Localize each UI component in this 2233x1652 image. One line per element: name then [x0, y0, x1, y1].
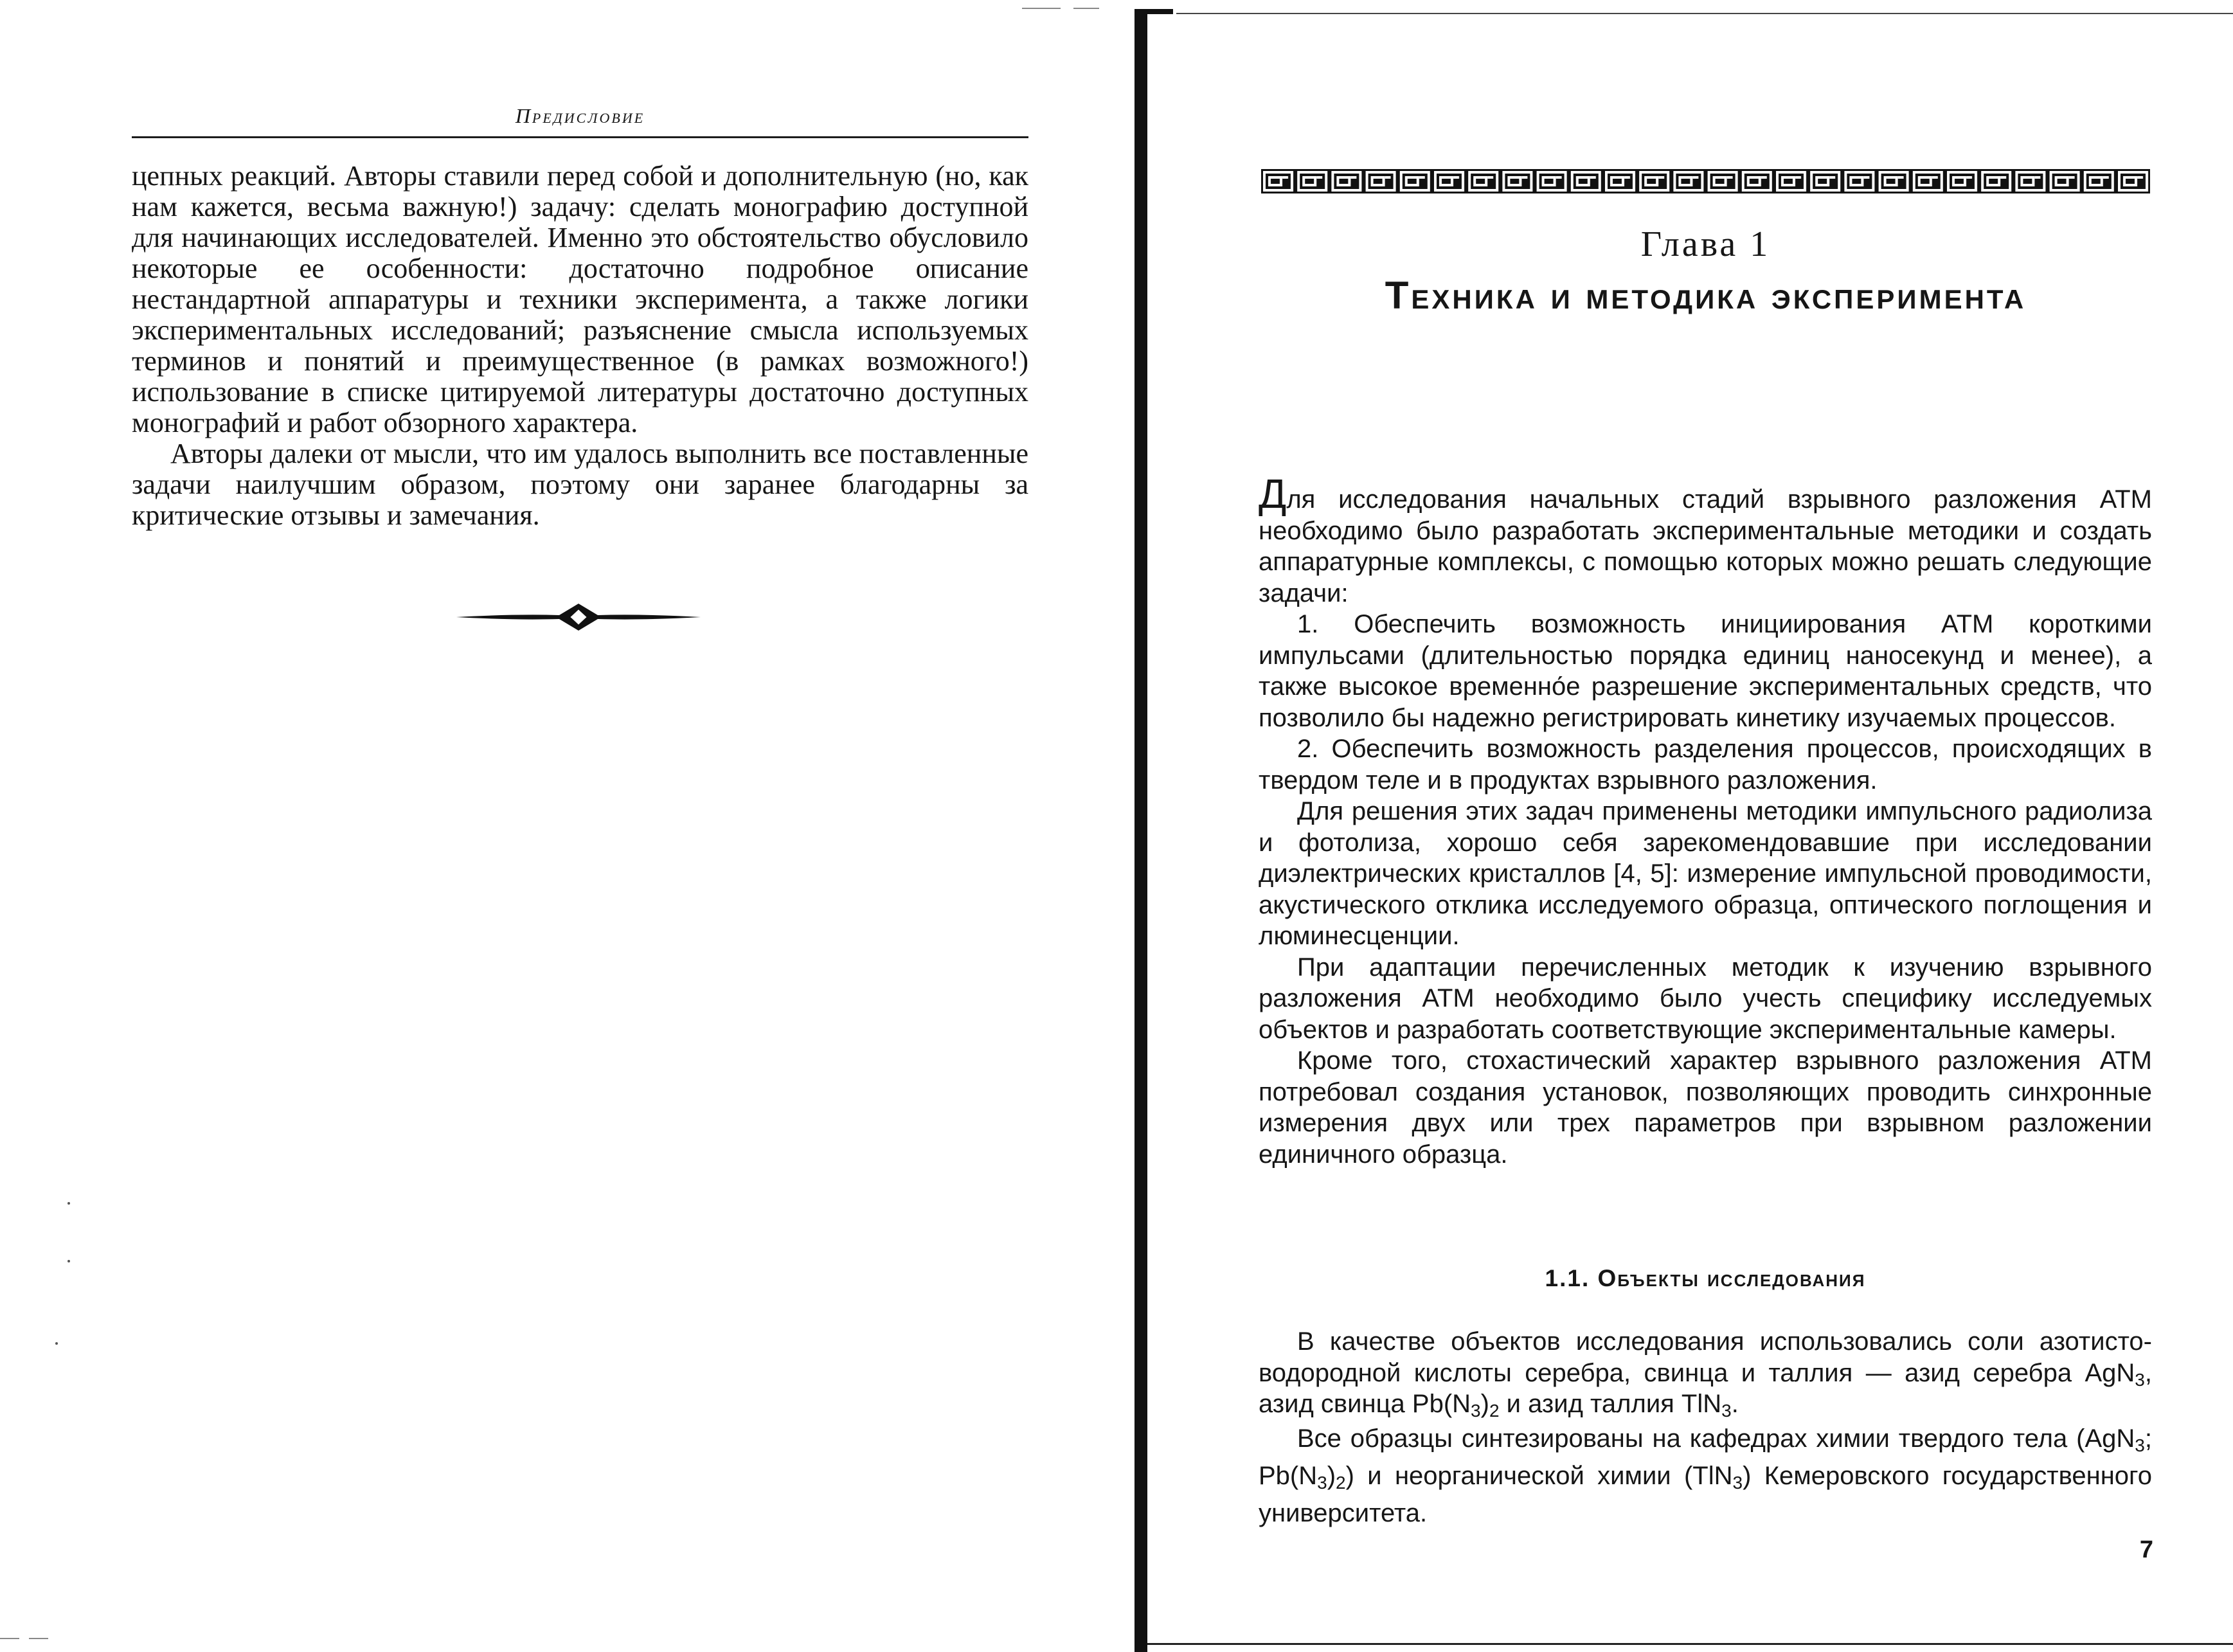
- scan-dash: [1073, 8, 1099, 9]
- chapter-title: Техника и методика эксперимента: [1385, 274, 2027, 317]
- header-rule: [132, 136, 1028, 138]
- end-ornament-icon: [450, 595, 707, 640]
- body-paragraph: 2. Обеспечить возможность разделения процессов, происходящих в твердом теле и в продуктах взрывного разложения.: [1259, 735, 2152, 795]
- chapter-number: Глава 1: [1640, 224, 1771, 264]
- scan-speck: [67, 1260, 70, 1262]
- left-paragraph-1: цепных реакций. Авторы ставили перед собой и дополнительную (но, как нам кажется, весьма важную!) задачу: сделать монографию доступной для начинающих исследователей. Именно это обстоятельство обусловило некоторые ее особенности: достаточно подробное описание нестандартной аппаратуры и техники эксперимента, а также логики экспериментальных исследований; разъяснение смысла используемых терминов и понятий и преимущественное (в рамках возможного!) использование в списке цитируемой литературы достаточно доступных монографий и работ обзорного характера.: [132, 160, 1028, 438]
- scan-dash: [29, 1638, 48, 1639]
- running-head: Предисловие: [515, 104, 645, 127]
- body-paragraph: Для решения этих задач применены методики импульсного радиолиза и фотолиза, хорошо себя зарекомендовавшие при исследовании диэлектрических кристаллов [4, 5]: измерение импульсной проводимости, акустического отклика исследуемого образца, оптического поглощения и люминесценции.: [1259, 797, 2152, 950]
- body-paragraph: При адаптации перечисленных методик к изучению взрывного разложения АТМ необходимо было учесть специфику исследуемых объектов и разработать соответствующие экспериментальные камеры.: [1259, 953, 2152, 1044]
- intro-paragraph: [1259, 471, 2152, 609]
- body-paragraph: Кроме того, стохастический характер взрывного разложения АТМ потребовал создания установок, позволяющих проводить синхронные измерения двух или трех параметров при взрывном разложении единичного образца.: [1259, 1046, 2152, 1169]
- section-paragraph-1: В качестве объектов исследования использовались соли азотисто-водородной кислоты серебра, свинца и таллия — азид серебра AgN$_3$, азид свинца $Pb(N_3)_2$ и азид таллия TlN$_3$.: [1259, 1327, 2152, 1421]
- scan-dash: [1022, 8, 1061, 9]
- section-heading: 1.1. Объекты исследования: [1545, 1265, 1866, 1291]
- page-number: 7: [2139, 1536, 2153, 1563]
- left-body-text: [132, 161, 1028, 531]
- right-body-text: [1259, 471, 2152, 1170]
- scan-dash: [0, 1638, 19, 1639]
- scan-speck: [67, 1202, 70, 1205]
- scan-speck: [55, 1342, 58, 1345]
- section-body-text: [1259, 1326, 2152, 1532]
- drop-cap: Д: [1259, 471, 1287, 517]
- left-paragraph-2: Авторы далеки от мысли, что им удалось выполнить все поставленные задачи наилучшим образом, поэтому они заранее благодарны за критические отзывы и замечания.: [132, 438, 1028, 531]
- intro-text: ля исследования начальных стадий взрывного разложения АТМ необходимо было разработать экспериментальные методики и создать аппаратурные комплексы, с помощью которых можно решать следующие задачи:: [1259, 485, 2152, 607]
- section-paragraph-2: Все образцы синтезированы на кафедрах химии твердого тела (AgN$_3$; $Pb(N_3)_2$) и неорганической химии (TlN$_3$) Кемеровского государственного университета.: [1259, 1424, 2152, 1527]
- body-paragraph: 1. Обеспечить возможность инициирования АТМ короткими импульсами (длительностью порядка единиц наносекунд и менее), а также высокое временно́е разрешение экспериментальных средств, что позволило бы надежно регистрировать кинетику изучаемых процессов.: [1259, 610, 2152, 732]
- meander-ornament-icon: [1261, 169, 2150, 193]
